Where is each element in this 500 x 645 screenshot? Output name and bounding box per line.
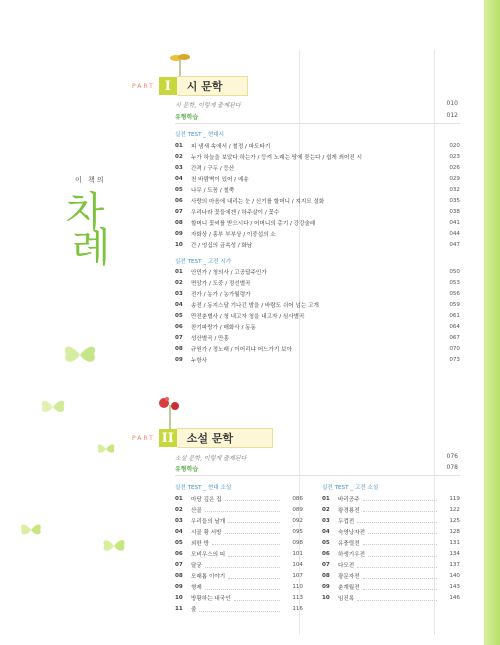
item-number: 10 (175, 595, 183, 602)
item-title: 자화상 / 홍부 부부상 / 이중섭의 소 (191, 232, 276, 239)
leader-dots (228, 518, 280, 523)
item-number: 09 (175, 231, 183, 238)
leader-dots (225, 529, 280, 534)
list-item (322, 515, 460, 526)
item-number: 06 (175, 198, 183, 205)
leader-dots (205, 507, 280, 512)
item-title: 찬기파랑가 / 매화사 / 동동 (191, 325, 256, 332)
item-title: 누항사 (191, 358, 208, 365)
item-page: 061 (449, 312, 460, 319)
leader-dots (357, 518, 437, 523)
item-page: 064 (449, 324, 460, 331)
list-item (175, 266, 460, 277)
item-page: 020 (449, 142, 460, 149)
item-number: 06 (175, 551, 183, 558)
item-title: 왕경룡전 (338, 507, 360, 514)
list-item (175, 299, 460, 310)
item-number: 05 (322, 539, 330, 546)
item-page: 050 (449, 268, 460, 275)
list-item (175, 344, 460, 355)
list-item (175, 229, 460, 240)
item-title: 전가 / 농가 / 농가월령가 (191, 291, 251, 298)
leader-dots (228, 574, 280, 579)
item-number: 09 (175, 357, 183, 364)
item-title: 송전 / 동지스달 기나긴 밤을 / 바람도 쉬어 넘는 고개 (191, 302, 319, 309)
list-item (322, 504, 460, 515)
list-item (175, 493, 303, 504)
item-number: 02 (175, 506, 183, 513)
item-page: 029 (449, 175, 460, 182)
list-item (322, 493, 460, 504)
list-item (175, 593, 303, 604)
list-item (175, 582, 303, 593)
divider (175, 475, 460, 476)
item-number: 04 (322, 528, 330, 535)
part1-intro: 시 문학, 이렇게 출제된다 (175, 102, 241, 109)
item-page: 113 (292, 595, 303, 602)
item-page: 125 (449, 517, 460, 524)
leader-dots (205, 585, 280, 590)
item-page: 032 (449, 186, 460, 193)
butterfly-icon (95, 440, 117, 458)
leader-dots (363, 585, 437, 590)
leader-dots (368, 529, 437, 534)
part-title: 시 문학 (177, 76, 248, 96)
flower-icon (155, 395, 185, 429)
item-number: 07 (175, 209, 183, 216)
list-item (175, 504, 303, 515)
item-page: 059 (449, 301, 460, 308)
part1-section1-title: 실전 TEST _ 현대시 (175, 132, 225, 138)
item-number: 03 (175, 517, 183, 524)
item-title: 할머니 꽃씨를 받으시다 / 어머니의 총기 / 강강술래 (191, 221, 316, 228)
list-item (322, 582, 460, 593)
item-page: 044 (449, 231, 460, 238)
item-page: 095 (292, 528, 303, 535)
item-page: 146 (449, 595, 460, 602)
item-number: 01 (175, 142, 183, 149)
item-title: 다모전 (338, 563, 355, 570)
item-title: 모래톱 이야기 (191, 574, 226, 581)
part2-header (132, 428, 273, 448)
item-title: 사랑의 마음에 내리는 눈 / 신기를 할머니 / 지지모 설화 (191, 199, 325, 206)
list-item (175, 604, 303, 615)
divider (175, 123, 460, 124)
item-number: 06 (322, 551, 330, 558)
item-number: 09 (322, 584, 330, 591)
list-item (322, 537, 460, 548)
item-number: 01 (322, 495, 330, 502)
list-item (175, 207, 460, 218)
item-number: 02 (175, 279, 183, 286)
item-title: 산골 (191, 507, 202, 514)
item-title: 줄 (191, 607, 197, 614)
part2-type-label: 유형학습 (175, 466, 199, 473)
item-number: 07 (322, 562, 330, 569)
item-title: 우리나라 꽃들에겐 / 하주살이 / 꽃수 (191, 210, 280, 217)
item-title: 바리공주 (338, 496, 360, 503)
item-page: 116 (292, 606, 303, 613)
part-number: II (159, 429, 177, 447)
list-item (175, 515, 303, 526)
list-item (175, 162, 460, 173)
item-page: 047 (449, 242, 460, 249)
list-item (175, 310, 460, 321)
item-page: 140 (449, 573, 460, 580)
list-item (175, 140, 460, 151)
item-page: 098 (292, 539, 303, 546)
item-number: 11 (175, 606, 183, 613)
butterfly-icon (60, 340, 100, 370)
list-item (175, 218, 460, 229)
list-item (175, 195, 460, 206)
item-title: 규원가 / 정노래 / 이어리냐 어느가기 보아 (191, 347, 292, 354)
leader-dots (357, 596, 437, 601)
item-title: 모비우스의 띠 (191, 552, 226, 559)
leader-dots (199, 607, 280, 612)
item-number: 03 (175, 164, 183, 171)
item-page: 053 (449, 279, 460, 286)
item-title: 피 냄새 속에서 / 철정 / 파도타기 (191, 143, 271, 150)
part1-header (132, 76, 248, 96)
part1-intro-page: 010 (446, 100, 458, 107)
list-item (175, 548, 303, 559)
item-title: 안민가 / 청의사 / 고공답주인가 (191, 269, 267, 276)
item-page: 092 (292, 517, 303, 524)
book-subtitle: 이 책의 (75, 176, 106, 184)
item-number: 10 (322, 595, 330, 602)
list-item (175, 288, 460, 299)
item-number: 07 (175, 562, 183, 569)
item-number: 01 (175, 495, 183, 502)
item-page: 122 (449, 506, 460, 513)
item-page: 134 (449, 551, 460, 558)
item-title: 외딴 방 (191, 540, 209, 547)
item-title: 만전춘별사 / 청 내고자 청을 내고자 / 심사별곡 (191, 313, 305, 320)
item-page: 131 (449, 539, 460, 546)
list-item (175, 355, 460, 366)
part2-type-page: 078 (446, 464, 458, 471)
item-title: 하생기우전 (338, 552, 366, 559)
list-item (175, 240, 460, 251)
butterfly-icon (18, 520, 44, 540)
item-number: 03 (175, 290, 183, 297)
item-number: 02 (175, 153, 183, 160)
item-title: 성산별곡 / 만흥 (191, 336, 229, 343)
list-item (175, 571, 303, 582)
item-title: 광문자전 (338, 574, 360, 581)
item-number: 08 (322, 573, 330, 580)
list-item (322, 548, 460, 559)
item-page: 104 (292, 562, 303, 569)
item-number: 02 (322, 506, 330, 513)
item-number: 05 (175, 312, 183, 319)
item-title: 마당 깊은 집 (191, 496, 222, 503)
item-page: 128 (449, 528, 460, 535)
item-number: 04 (175, 301, 183, 308)
item-page: 035 (449, 198, 460, 205)
item-page: 038 (449, 209, 460, 216)
leader-dots (212, 540, 280, 545)
part2-right-list (322, 493, 460, 604)
item-title: 임진록 (338, 596, 355, 603)
leader-dots (228, 552, 280, 557)
leader-dots (357, 563, 437, 568)
list-item (322, 526, 460, 537)
item-title: 두껍전 (338, 518, 355, 525)
item-number: 08 (175, 573, 183, 580)
item-page: 086 (292, 495, 303, 502)
item-title: 면앙가 / 도중 / 정선별곡 (191, 280, 251, 287)
list-item (175, 173, 460, 184)
leader-dots (205, 563, 280, 568)
list-item (175, 333, 460, 344)
butterfly-icon (38, 395, 68, 419)
item-title: 누가 하늘을 보았다 하는가 / 등켜 노래는 땅에 묻는다 / 쉽게 씌어진 시 (191, 154, 363, 161)
item-page: 089 (292, 506, 303, 513)
item-title: 숙영낭자전 (338, 529, 366, 536)
list-item (175, 151, 460, 162)
item-page: 107 (292, 573, 303, 580)
leader-dots (363, 574, 437, 579)
item-title: 우리들의 날개 (191, 518, 226, 525)
list-item (175, 537, 303, 548)
item-page: 110 (292, 584, 303, 591)
list-item (175, 526, 303, 537)
item-number: 08 (175, 346, 183, 353)
part1-section1-list (175, 140, 460, 251)
item-number: 04 (175, 175, 183, 182)
item-page: 023 (449, 153, 460, 160)
leader-dots (225, 496, 280, 501)
item-page: 041 (449, 220, 460, 227)
part1-section2-title: 실전 TEST _ 고전 시가 (175, 259, 232, 265)
part1-type-page: 012 (446, 112, 458, 119)
list-item (175, 560, 303, 571)
item-number: 04 (175, 528, 183, 535)
leader-dots (363, 496, 437, 501)
item-number: 05 (175, 186, 183, 193)
part2-intro: 소설 문학, 이렇게 출제된다 (175, 455, 247, 462)
part-number: I (159, 77, 177, 95)
item-page: 026 (449, 164, 460, 171)
item-page: 137 (449, 562, 460, 569)
list-item (175, 184, 460, 195)
item-page: 073 (449, 357, 460, 364)
part-label: PART (132, 434, 155, 442)
part2-left-title: 실전 TEST _ 현대 소설 (175, 485, 232, 491)
list-item (322, 560, 460, 571)
item-title: 간 / 엉십의 금속성 / 화남 (191, 243, 253, 250)
item-number: 09 (175, 584, 183, 591)
part2-intro-page: 076 (446, 453, 458, 460)
item-page: 056 (449, 290, 460, 297)
item-title: 달궁 (191, 563, 202, 570)
part2-right-title: 실전 TEST _ 고전 소설 (322, 485, 379, 491)
item-page: 067 (449, 335, 460, 342)
item-page: 119 (449, 495, 460, 502)
item-title: 시골 황 서방 (191, 529, 222, 536)
right-green-bar (484, 0, 500, 645)
item-title: 방황하는 내국인 (191, 596, 231, 603)
book-title-1: 차 (65, 189, 105, 235)
item-title: 천 바람벽이 있어 / 예송 (191, 176, 249, 183)
list-item (175, 277, 460, 288)
item-number: 07 (175, 335, 183, 342)
part-title: 소설 문학 (177, 428, 273, 448)
leader-dots (363, 540, 437, 545)
item-title: 춘계월전 (338, 585, 360, 592)
leader-dots (368, 552, 437, 557)
item-page: 070 (449, 346, 460, 353)
item-number: 06 (175, 324, 183, 331)
part-label: PART (132, 82, 155, 90)
item-number: 08 (175, 220, 183, 227)
item-number: 05 (175, 539, 183, 546)
item-title: 유충렬전 (338, 540, 360, 547)
butterfly-icon (100, 535, 128, 557)
item-title: 형제 (191, 585, 202, 592)
item-number: 10 (175, 242, 183, 249)
item-title: 나무 / 도꼼 / 철쭉 (191, 187, 235, 194)
item-number: 01 (175, 268, 183, 275)
item-title: 간격 / 구두 / 등산 (191, 165, 235, 172)
book-title-2: 례 (71, 225, 111, 271)
leader-dots (363, 507, 437, 512)
list-item (322, 571, 460, 582)
item-page: 143 (449, 584, 460, 591)
leader-dots (234, 596, 280, 601)
part1-type-label: 유형학습 (175, 114, 199, 121)
list-item (175, 321, 460, 332)
part2-left-list (175, 493, 303, 615)
list-item (322, 593, 460, 604)
part1-section2-list (175, 266, 460, 366)
item-number: 03 (322, 517, 330, 524)
item-page: 101 (292, 551, 303, 558)
